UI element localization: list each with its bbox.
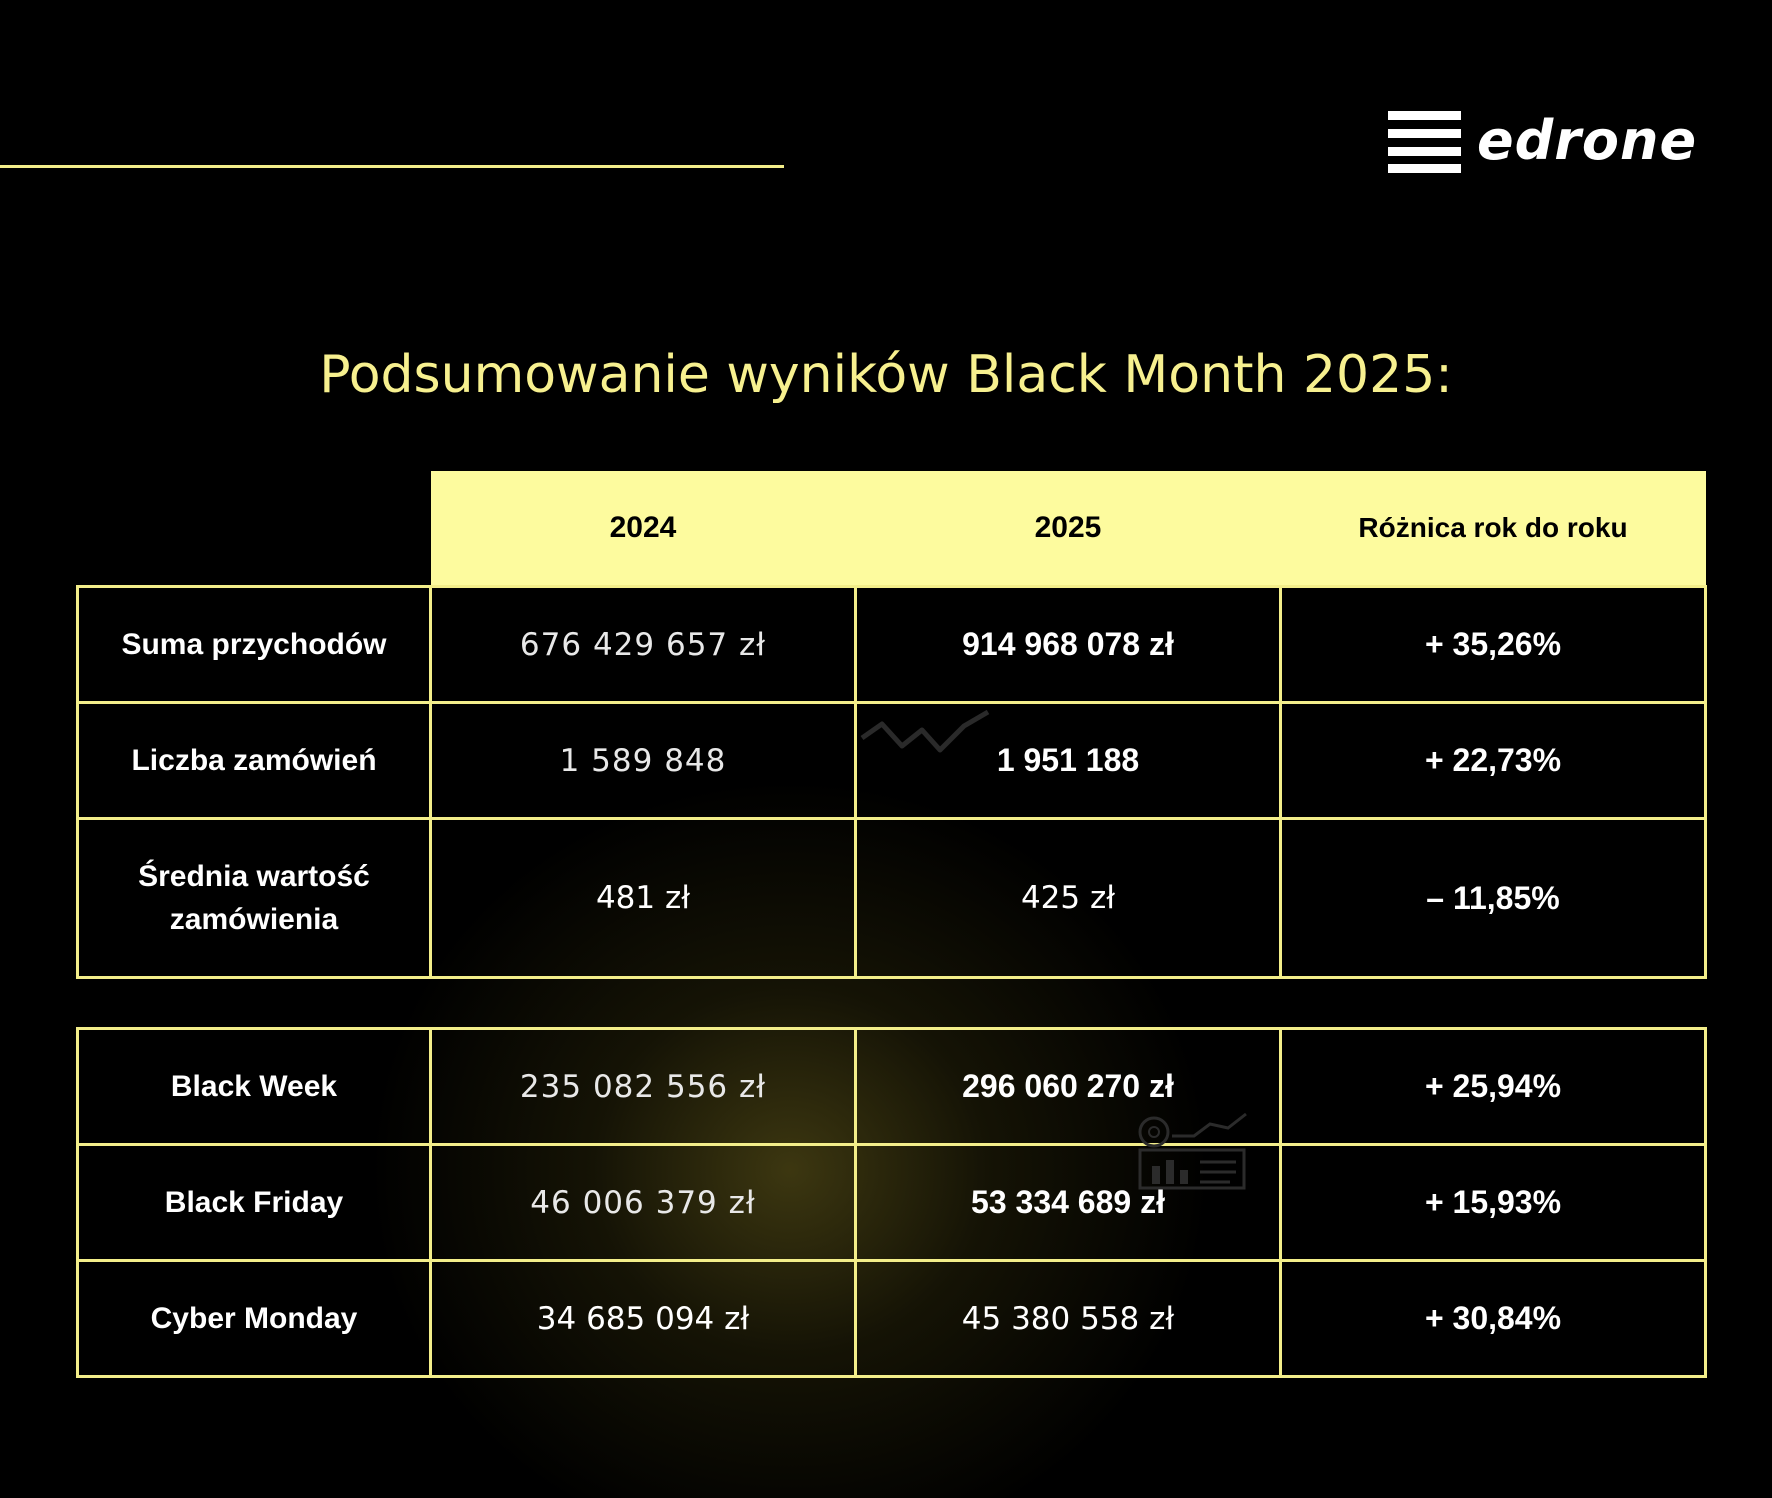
row-label bbox=[78, 819, 431, 978]
page-title: Podsumowanie wyników Black Month 2025: bbox=[319, 345, 1453, 405]
value-2025: 1 951 188 bbox=[856, 703, 1281, 819]
edrone-logo bbox=[1388, 108, 1697, 174]
table-header-row bbox=[78, 471, 1706, 587]
value-2025: 914 968 078 zł bbox=[856, 587, 1281, 703]
table-row bbox=[78, 1261, 1706, 1377]
header-2025: 2025 bbox=[856, 471, 1281, 587]
value-2024: 34 685 094 zł bbox=[431, 1261, 856, 1377]
analytics-chart-icon bbox=[1134, 1110, 1252, 1192]
value-difference: + 30,84% bbox=[1281, 1261, 1706, 1377]
table-row bbox=[78, 1145, 1706, 1261]
header-empty-cell bbox=[78, 471, 431, 587]
header-2024: 2024 bbox=[431, 471, 856, 587]
value-2024: 1 589 848 bbox=[431, 703, 856, 819]
row-label: Cyber Monday bbox=[78, 1261, 431, 1377]
value-2025: 45 380 558 zł bbox=[856, 1261, 1281, 1377]
brand-name: edrone bbox=[1477, 109, 1698, 172]
row-label: Liczba zamówień bbox=[78, 703, 431, 819]
value-difference: + 22,73% bbox=[1281, 703, 1706, 819]
table-row bbox=[78, 819, 1706, 978]
events-table bbox=[76, 1027, 1707, 1378]
row-label: Suma przychodów bbox=[78, 587, 431, 703]
edrone-logo-mark-icon bbox=[1388, 109, 1461, 173]
row-label: Black Week bbox=[78, 1029, 431, 1145]
value-2025: 425 zł bbox=[856, 819, 1281, 978]
table-row bbox=[78, 587, 1706, 703]
row-label-line2: zamówienia bbox=[169, 903, 339, 936]
value-difference: + 35,26% bbox=[1281, 587, 1706, 703]
table-row bbox=[78, 1029, 1706, 1145]
value-difference: + 15,93% bbox=[1281, 1145, 1706, 1261]
top-divider-line bbox=[0, 165, 784, 168]
value-difference: + 25,94% bbox=[1281, 1029, 1706, 1145]
value-difference: – 11,85% bbox=[1281, 819, 1706, 978]
value-2024: 235 082 556 zł bbox=[431, 1029, 856, 1145]
header-yoy-difference: Różnica rok do roku bbox=[1281, 471, 1706, 587]
value-2025: 296 060 270 zł bbox=[856, 1029, 1281, 1145]
trend-zigzag-icon bbox=[860, 708, 990, 760]
value-2024: 676 429 657 zł bbox=[431, 587, 856, 703]
row-label: Black Friday bbox=[78, 1145, 431, 1261]
value-2025: 53 334 689 zł bbox=[856, 1145, 1281, 1261]
value-2024: 481 zł bbox=[431, 819, 856, 978]
row-label-line1: Średnia wartość bbox=[138, 859, 370, 893]
value-2024: 46 006 379 zł bbox=[431, 1145, 856, 1261]
